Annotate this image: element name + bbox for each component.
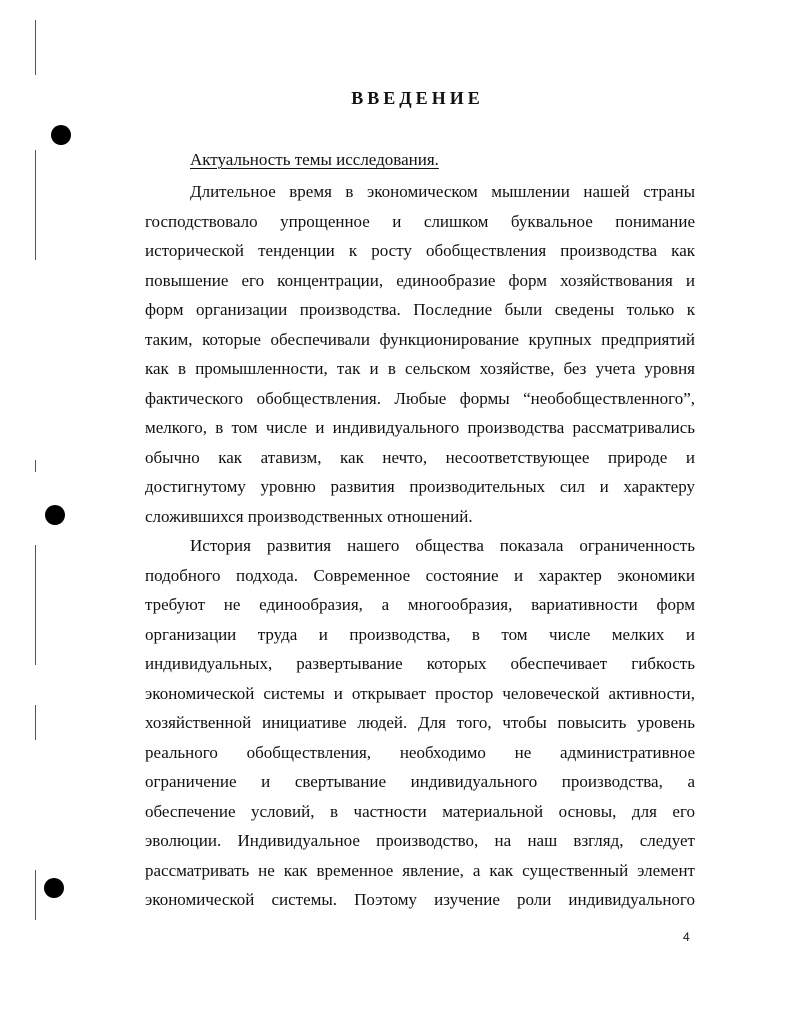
text-line: таким, которые обеспечивали функционирование крупных предприятий [145,329,695,349]
punch-hole [45,505,65,525]
scan-edge-line [35,460,36,472]
text-line: мелкого, в том числе и индивидуального производства рассматривались [145,418,695,437]
text-line: Длительное время в экономическом мышлении нашей страны [190,182,695,201]
text-line: История развития нашего общества показала ограниченность [190,536,695,555]
text-line: исторической тенденции к росту обобществления производства как [145,241,695,260]
text-line: повышение его концентрации, единообразие форм хозяйствования и [145,270,695,290]
text-line: экономической системы. Поэтому изучение роли индивидуального [145,890,695,909]
text-line: обеспечение условий, в частности материальной основы, для его [145,801,695,821]
text-line: достигнутому уровню развития производительных сил и характеру [145,477,695,496]
scan-edge-line [35,20,36,75]
text-line: подобного подхода. Современное состояние и характер экономики [145,565,695,585]
page-number: 4 [683,930,690,944]
scan-edge-line [35,545,36,665]
text-line: эволюции. Индивидуальное производство, на наш взгляд, следует [145,831,695,850]
text-line: сложившихся производственных отношений. [145,506,473,526]
punch-hole [44,878,64,898]
text-line: фактического обобществления. Любые формы “необобществленного”, [145,388,695,408]
text-line: реального обобществления, необходимо не административное [145,742,695,762]
text-line: ограничение и свертывание индивидуального производства, а [145,772,695,791]
text-line: экономической системы и открывает простор человеческой активности, [145,683,695,703]
scan-edge-line [35,705,36,740]
text-line: форм организации производства. Последние были сведены только к [145,300,695,319]
text-line: организации труда и производства, в том числе мелких и [145,624,695,644]
scan-edge-line [35,870,36,920]
punch-hole [51,125,71,145]
text-line: хозяйственной инициативе людей. Для того, чтобы повысить уровень [145,713,695,732]
text-line: рассматривать не как временное явление, а как существенный элемент [145,860,695,880]
section-subheading: Актуальность темы исследования. [190,150,439,169]
scan-edge-line [35,150,36,260]
text-line: индивидуальных, развертывание которых обеспечивает гибкость [145,654,695,673]
text-line: как в промышленности, так и в сельском хозяйстве, без учета уровня [145,359,695,378]
text-line: обычно как атавизм, как нечто, несоответствующее природе и [145,447,695,467]
page-title: ВВЕДЕНИЕ [351,88,484,108]
body-text [145,177,695,915]
text-line: господствовало упрощенное и слишком буквальное понимание [145,211,695,231]
text-line: требуют не единообразия, а многообразия, вариативности форм [145,595,695,614]
